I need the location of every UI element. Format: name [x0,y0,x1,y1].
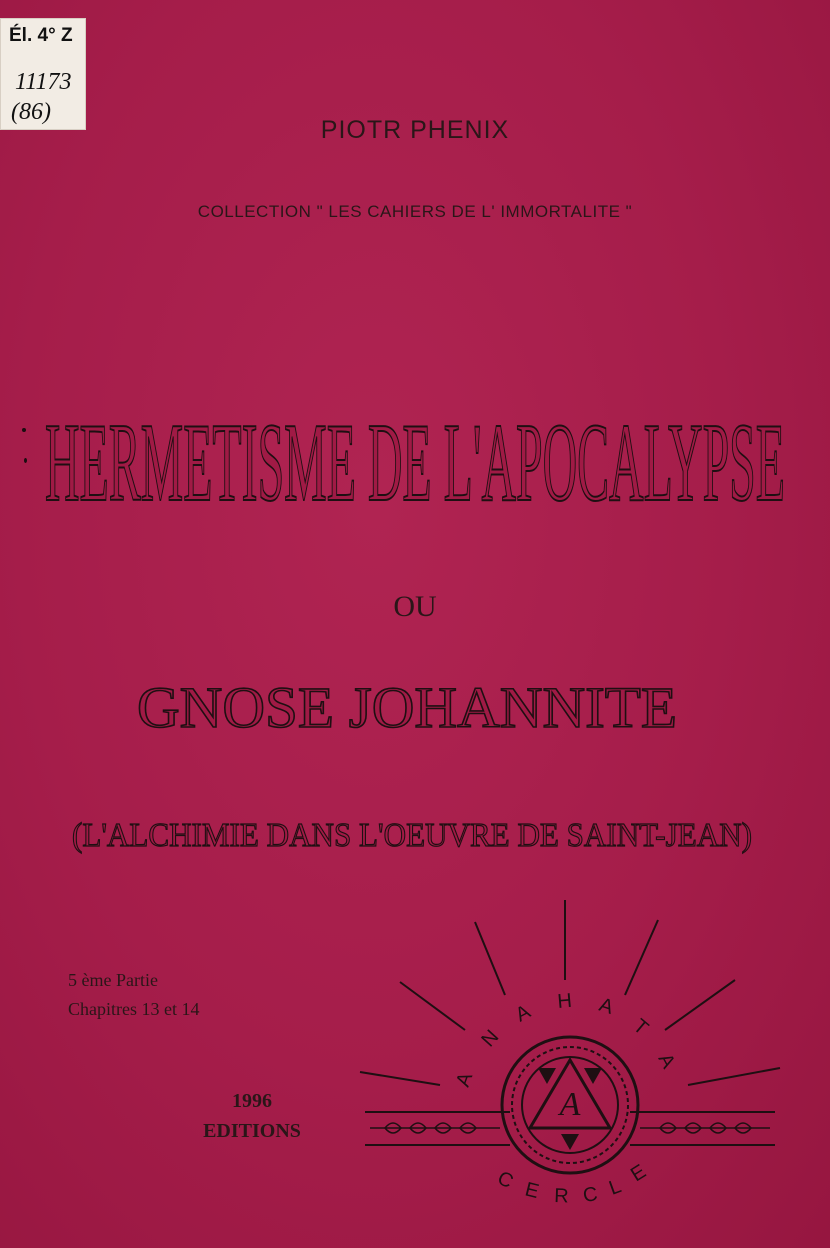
wheat-sheaf-right-icon [640,1123,770,1133]
author-name: PIOTR PHENIX [320,116,510,144]
svg-text:N: N [477,1025,504,1052]
print-speck [24,458,27,463]
shelf-label-code: Él. 4° Z [9,25,73,46]
svg-text:T: T [628,1014,653,1040]
svg-text:A: A [452,1069,478,1090]
shelf-label-volume: (86) [11,99,51,125]
collection-name: COLLECTION " LES CAHIERS DE L' IMMORTALITE " [197,202,633,221]
part-number: 5 ème Partie [68,970,158,990]
subtitle-text: GNOSE JOHANNITE [137,675,677,740]
main-title-text: HERMETISME DE L'APOCALYPSE [45,401,785,520]
svg-text:E: E [626,1160,650,1187]
wheat-sheaf-left-icon [370,1123,500,1133]
main-title [0,350,830,520]
parenthetical-text: (L'ALCHIMIE DANS L'OEUVRE DE SAINT-JEAN) [72,817,752,854]
publication-year: 1996 [232,1090,272,1112]
publication-info [202,1086,302,1146]
svg-text:L: L [606,1175,625,1200]
shelf-label-number: 11173 [15,69,72,95]
emblem-arc-bottom [494,1161,650,1208]
part-info [68,966,199,1024]
svg-text:A: A [653,1050,680,1073]
svg-text:H: H [556,989,573,1013]
part-chapters: Chapitres 13 et 14 [68,999,200,1019]
publication-label: EDITIONS [203,1120,301,1142]
print-speck [22,428,26,432]
emblem-arc-top [452,990,680,1090]
svg-text:C: C [493,1166,517,1194]
svg-text:R: R [553,1185,570,1208]
emblem-center-letter: A [559,1086,581,1123]
title-connector: OU [393,590,437,623]
svg-text:E: E [522,1178,542,1204]
subtitle [0,665,830,745]
publisher-emblem [340,890,810,1220]
svg-text:A: A [512,1000,535,1027]
parenthetical-subtitle [0,808,830,858]
svg-text:A: A [596,993,616,1019]
library-shelf-label [0,18,86,130]
svg-text:C: C [581,1183,600,1207]
